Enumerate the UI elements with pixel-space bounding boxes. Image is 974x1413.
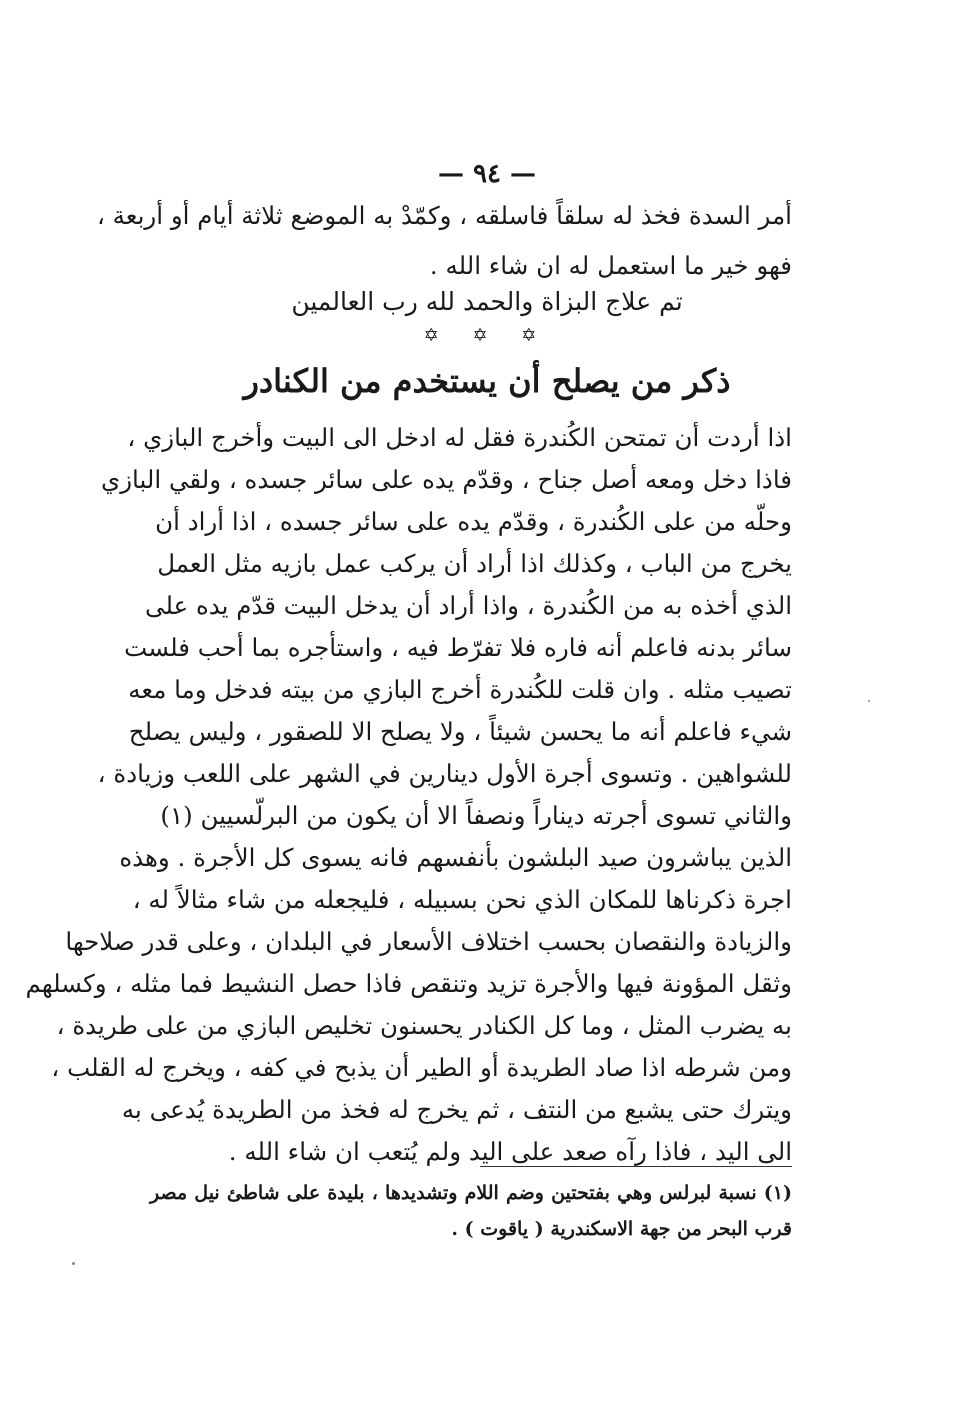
body-line: وثقل المؤونة فيها والأجرة تزيد وتنقص فاذا حصل النشيط فما مثله ، وكسلهم <box>25 969 792 998</box>
scan-speck <box>868 700 870 702</box>
scan-speck <box>72 1262 75 1265</box>
intro-line: فهو خير ما استعمل له ان شاء الله . <box>429 251 792 280</box>
body-line: الى اليد ، فاذا رآه صعد على اليد ولم يُتعب ان شاء الله . <box>228 1137 792 1166</box>
body-line: والثاني تسوى أجرته ديناراً ونصفاً الا أن يكون من البرلّسيين (١) <box>160 801 792 830</box>
body-line: تصيب مثله . وان قلت للكُندرة أخرج البازي من بيته فدخل وما معه <box>128 675 792 704</box>
page-number: — ٩٤ — <box>437 159 537 189</box>
body-line: ويترك حتى يشبع من النتف ، ثم يخرج له فخذ من الطريدة يُدعى به <box>121 1095 792 1124</box>
body-line: والزيادة والنقصان بحسب اختلاف الأسعار في البلدان ، وعلى قدر صلاحها <box>65 927 792 956</box>
footnote-divider <box>480 1166 792 1167</box>
body-line: اذا أردت أن تمتحن الكُندرة فقل له ادخل الى البيت وأخرج البازي ، <box>127 423 792 452</box>
body-line: ومن شرطه اذا صاد الطريدة أو الطير أن يذبح في كفه ، ويخرج له القلب ، <box>51 1053 792 1082</box>
closing-line: تم علاج البزاة والحمد لله رب العالمين <box>291 287 683 316</box>
body-line: يخرج من الباب ، وكذلك اذا أراد أن يركب عمل بازيه مثل العمل <box>157 549 792 578</box>
intro-line: أمر السدة فخذ له سلقاً فاسلقه ، وكمّدْ به الموضع ثلاثة أيام أو أربعة ، <box>96 201 792 230</box>
body-line: الذين يباشرون صيد البلشون بأنفسهم فانه يسوى كل الأجرة . وهذه <box>119 843 792 872</box>
footnote-line: قرب البحر من جهة الاسكندرية ( ياقوت ) . <box>451 1218 792 1240</box>
body-line: وحلّه من على الكُندرة ، وقدّم يده على سائر جسده ، اذا أراد أن <box>155 507 792 536</box>
body-line: سائر بدنه فاعلم أنه فاره فلا تفرّط فيه ، واستأجره بما أحب فلست <box>124 633 792 662</box>
footnote-line: (١) نسبة لبرلس وهي بفتحتين وضم اللام وتشديدها ، بليدة على شاطئ نيل مصر <box>150 1182 792 1204</box>
body-line: الذي أخذه به من الكُندرة ، واذا أراد أن يدخل البيت قدّم يده على <box>145 591 792 620</box>
body-line: للشواهين . وتسوى أجرة الأول دينارين في الشهر على اللعب وزيادة ، <box>97 759 792 788</box>
star-ornament: ✡ ✡ ✡ <box>423 325 551 346</box>
body-line: فاذا دخل ومعه أصل جناح ، وقدّم يده على سائر جسده ، ولقي البازي <box>101 465 792 494</box>
body-line: اجرة ذكرناها للمكان الذي نحن بسبيله ، فليجعله من شاء مثالاً له ، <box>132 885 792 914</box>
body-line: شيء فاعلم أنه ما يحسن شيئاً ، ولا يصلح الا للصقور ، وليس يصلح <box>128 717 792 746</box>
section-heading: ذكر من يصلح أن يستخدم من الكنادر <box>243 362 731 400</box>
body-line: به يضرب المثل ، وما كل الكنادر يحسنون تخليص البازي من على طريدة ، <box>56 1011 792 1040</box>
